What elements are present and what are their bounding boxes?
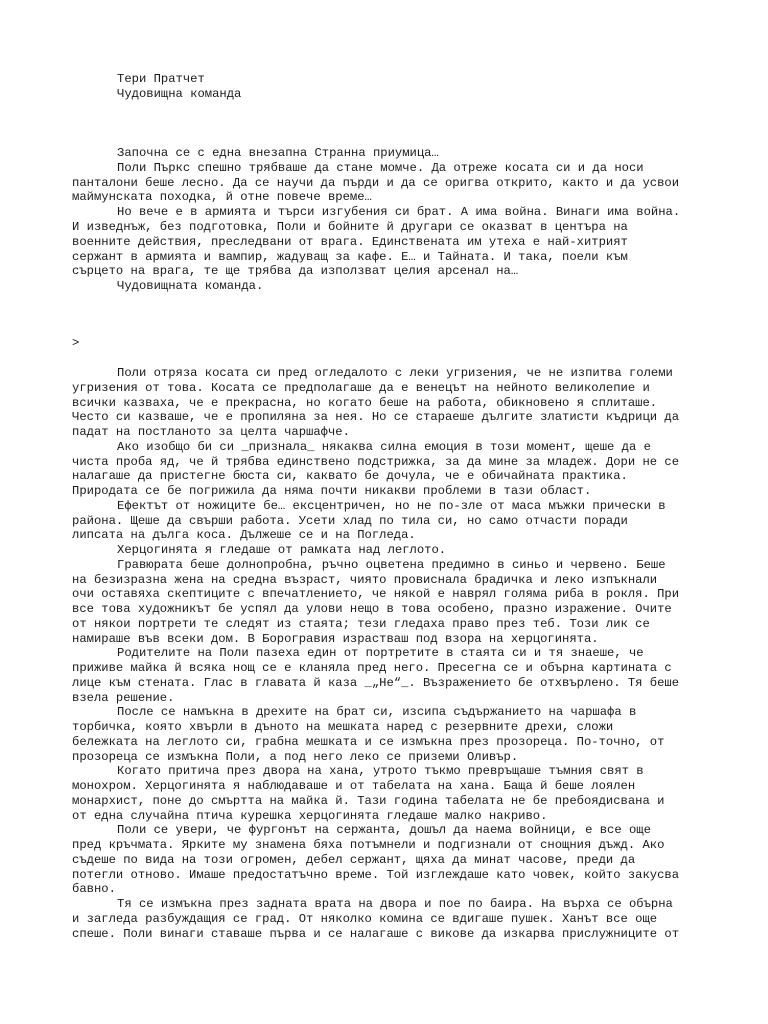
body-line: Ако изобщо би си _признала_ някаква силна емоция в този момент, щеше да е	[117, 439, 651, 454]
body-line: Когато притича през двора на хана, утрото тъкмо превръщаше тъмния свят в	[117, 764, 644, 779]
blurb-line: сърцето на врага, те ще трябва да използват целия арсенал на…	[72, 264, 519, 279]
body-line: на безизразна жена на средна възраст, чиято провиснала брадичка и леко изпъкнали	[72, 572, 658, 587]
body-line: бележката на леглото си, грабна мешката и се измъкна през прозореца. По-точно, от	[72, 734, 665, 749]
body-line: Поли отряза косата си пред огледалото с леки угризения, че не изпитва големи	[117, 366, 673, 380]
body-line: монохром. Херцогинята я наблюдаваше и от табелата на хана. Баща й беше лоялен	[72, 779, 636, 793]
blurb-line: И изведнъж, без подготовка, Поли и бойните й другари се оказват в центъра на	[72, 220, 628, 234]
blurb-line: панталони беше лесно. Да се научи да пърди и да се оригва открито, както и да усвои	[72, 175, 680, 190]
body-line: потегли отново. Имаше предостатъчно време. Той изглеждаше като човек, който закусва	[72, 867, 680, 882]
body-line: Поли се увери, че фургонът на сержанта, дошъл да наема войници, е все още	[117, 823, 651, 838]
blurb-line: Чудовищната команда.	[117, 279, 264, 294]
body-line: чиста проба яд, че й трябва единствено подстрижка, за да мине за младеж. Дори не се	[72, 454, 680, 469]
body-line: падат на постланото за целта чаршафче.	[72, 425, 350, 439]
body-line: После се намъкна в дрехите на брат си, изсипа съдържанието на чаршафа в	[117, 705, 637, 720]
body-line: угризения от това. Косата се предполагаше да е венецът на нейното великолепие и	[72, 380, 650, 395]
body-line: съдеше по вида на този огромен, дебел сержант, щяха да минат часове, преди да	[72, 852, 636, 867]
body-line: очи оставяха скептиците с впечатлението, че някой е наврял голяма риба в рокля. При	[72, 587, 680, 602]
book-title: Чудовищна команда	[117, 87, 242, 101]
body-line: Родителите на Поли пазеха един от портретите в стаята си и тя знаеше, че	[117, 646, 644, 661]
body-line: налагаше да пристегне бюста си, каквато бе дочула, че е обичайната практика.	[72, 469, 628, 484]
body-line: спеше. Поли винаги ставаше първа и се налагаше с викове да изкарва прислужниците от	[72, 926, 680, 941]
body-line: все това художникът бе успял да улови нещо в това особено, празно изражение. Очите	[72, 602, 672, 616]
body-line: от някои портрети те следят из стаята; тези гледаха право през теб. Този лик се	[72, 616, 650, 631]
blurb-line: сержант в армията и вампир, жадуващ за кафе. Е… и Тайната. И така, поели към	[72, 249, 628, 264]
body-line: Тя се измъкна през задната врата на двора и пое по баира. На върха се обърна	[117, 897, 673, 911]
blurb-line: Но вече е в армията и търси изгубения си брат. А има война. Винаги има война.	[117, 205, 681, 220]
body-line: липсата на дълга коса. Дължеше се и на Погледа.	[72, 528, 416, 543]
body-line: прозореца се измъкна Поли, а под него леко се приземи Оливър.	[72, 749, 519, 764]
blurb-line: военните действия, преследвани от врага. Единствената им утеха е най-хитрият	[72, 234, 628, 249]
body-line: намираше във всеки дом. В Борогравия израстваш под взора на херцогинята.	[72, 631, 599, 646]
body-line: лице към стената. Глас в главата й каза _„Не“_. Възражението бе отхвърлено. Тя беше	[72, 675, 680, 690]
body-line: Често си казваше, че е пропиляна за нея. Но се стараеше дългите златисти къдрици да	[72, 410, 680, 425]
body-line: монархист, поне до смъртта на майка й. Тази година табелата не бе пребоядисвана и	[72, 793, 665, 808]
body-line: торбичка, която хвърли в дъното на мешката наред с резервните дрехи, сложи	[72, 720, 614, 734]
body-line: всички казваха, че е прекрасна, но когато беше на работа, обикновено я сплиташе.	[72, 395, 658, 410]
separator-mark: >	[72, 336, 80, 350]
body-line: Природата се бе погрижила да няма почти никакви проблеми в тази област.	[72, 484, 592, 498]
blurb-line: Започна се с една внезапна Странна приумица…	[117, 146, 439, 160]
body-line: взела решение.	[72, 690, 175, 705]
body-line: пред кръчмата. Ярките му знамена бяха потъмнели и подгизнали от снощния дъжд. Ако	[72, 838, 665, 852]
blurb-line: маймунската походка, й отне повече време…	[72, 190, 372, 205]
body-line: бавно.	[72, 882, 116, 897]
body-line: Гравюрата беше долнопробна, ръчно оцветена предимно в синьо и червено. Беше	[117, 557, 666, 572]
blurb-line: Поли Пъркс спешно трябваше да стане момче. Да отреже косата си и да носи	[117, 160, 644, 175]
body-line: района. Щеше да свърши работа. Усети хлад по тила си, но само отчасти поради	[72, 513, 628, 528]
body-line: приживе майка й всяка нощ се е кланяла пред него. Пресегна се и обърна картината с	[72, 661, 672, 675]
author-line: Тери Пратчет	[117, 72, 205, 86]
body-line: и загледа разбуждащия се град. От няколко комина се вдигаше пушек. Ханът все още	[72, 911, 658, 926]
body-line: Ефектът от ножиците бе… ексцентричен, но не по-зле от маса мъжки прически в	[117, 498, 666, 513]
body-line: от една случайна птича курешка херцогинята гледаше малко накриво.	[72, 808, 548, 823]
body-line: Херцогинята я гледаше от рамката над леглото.	[117, 543, 447, 557]
